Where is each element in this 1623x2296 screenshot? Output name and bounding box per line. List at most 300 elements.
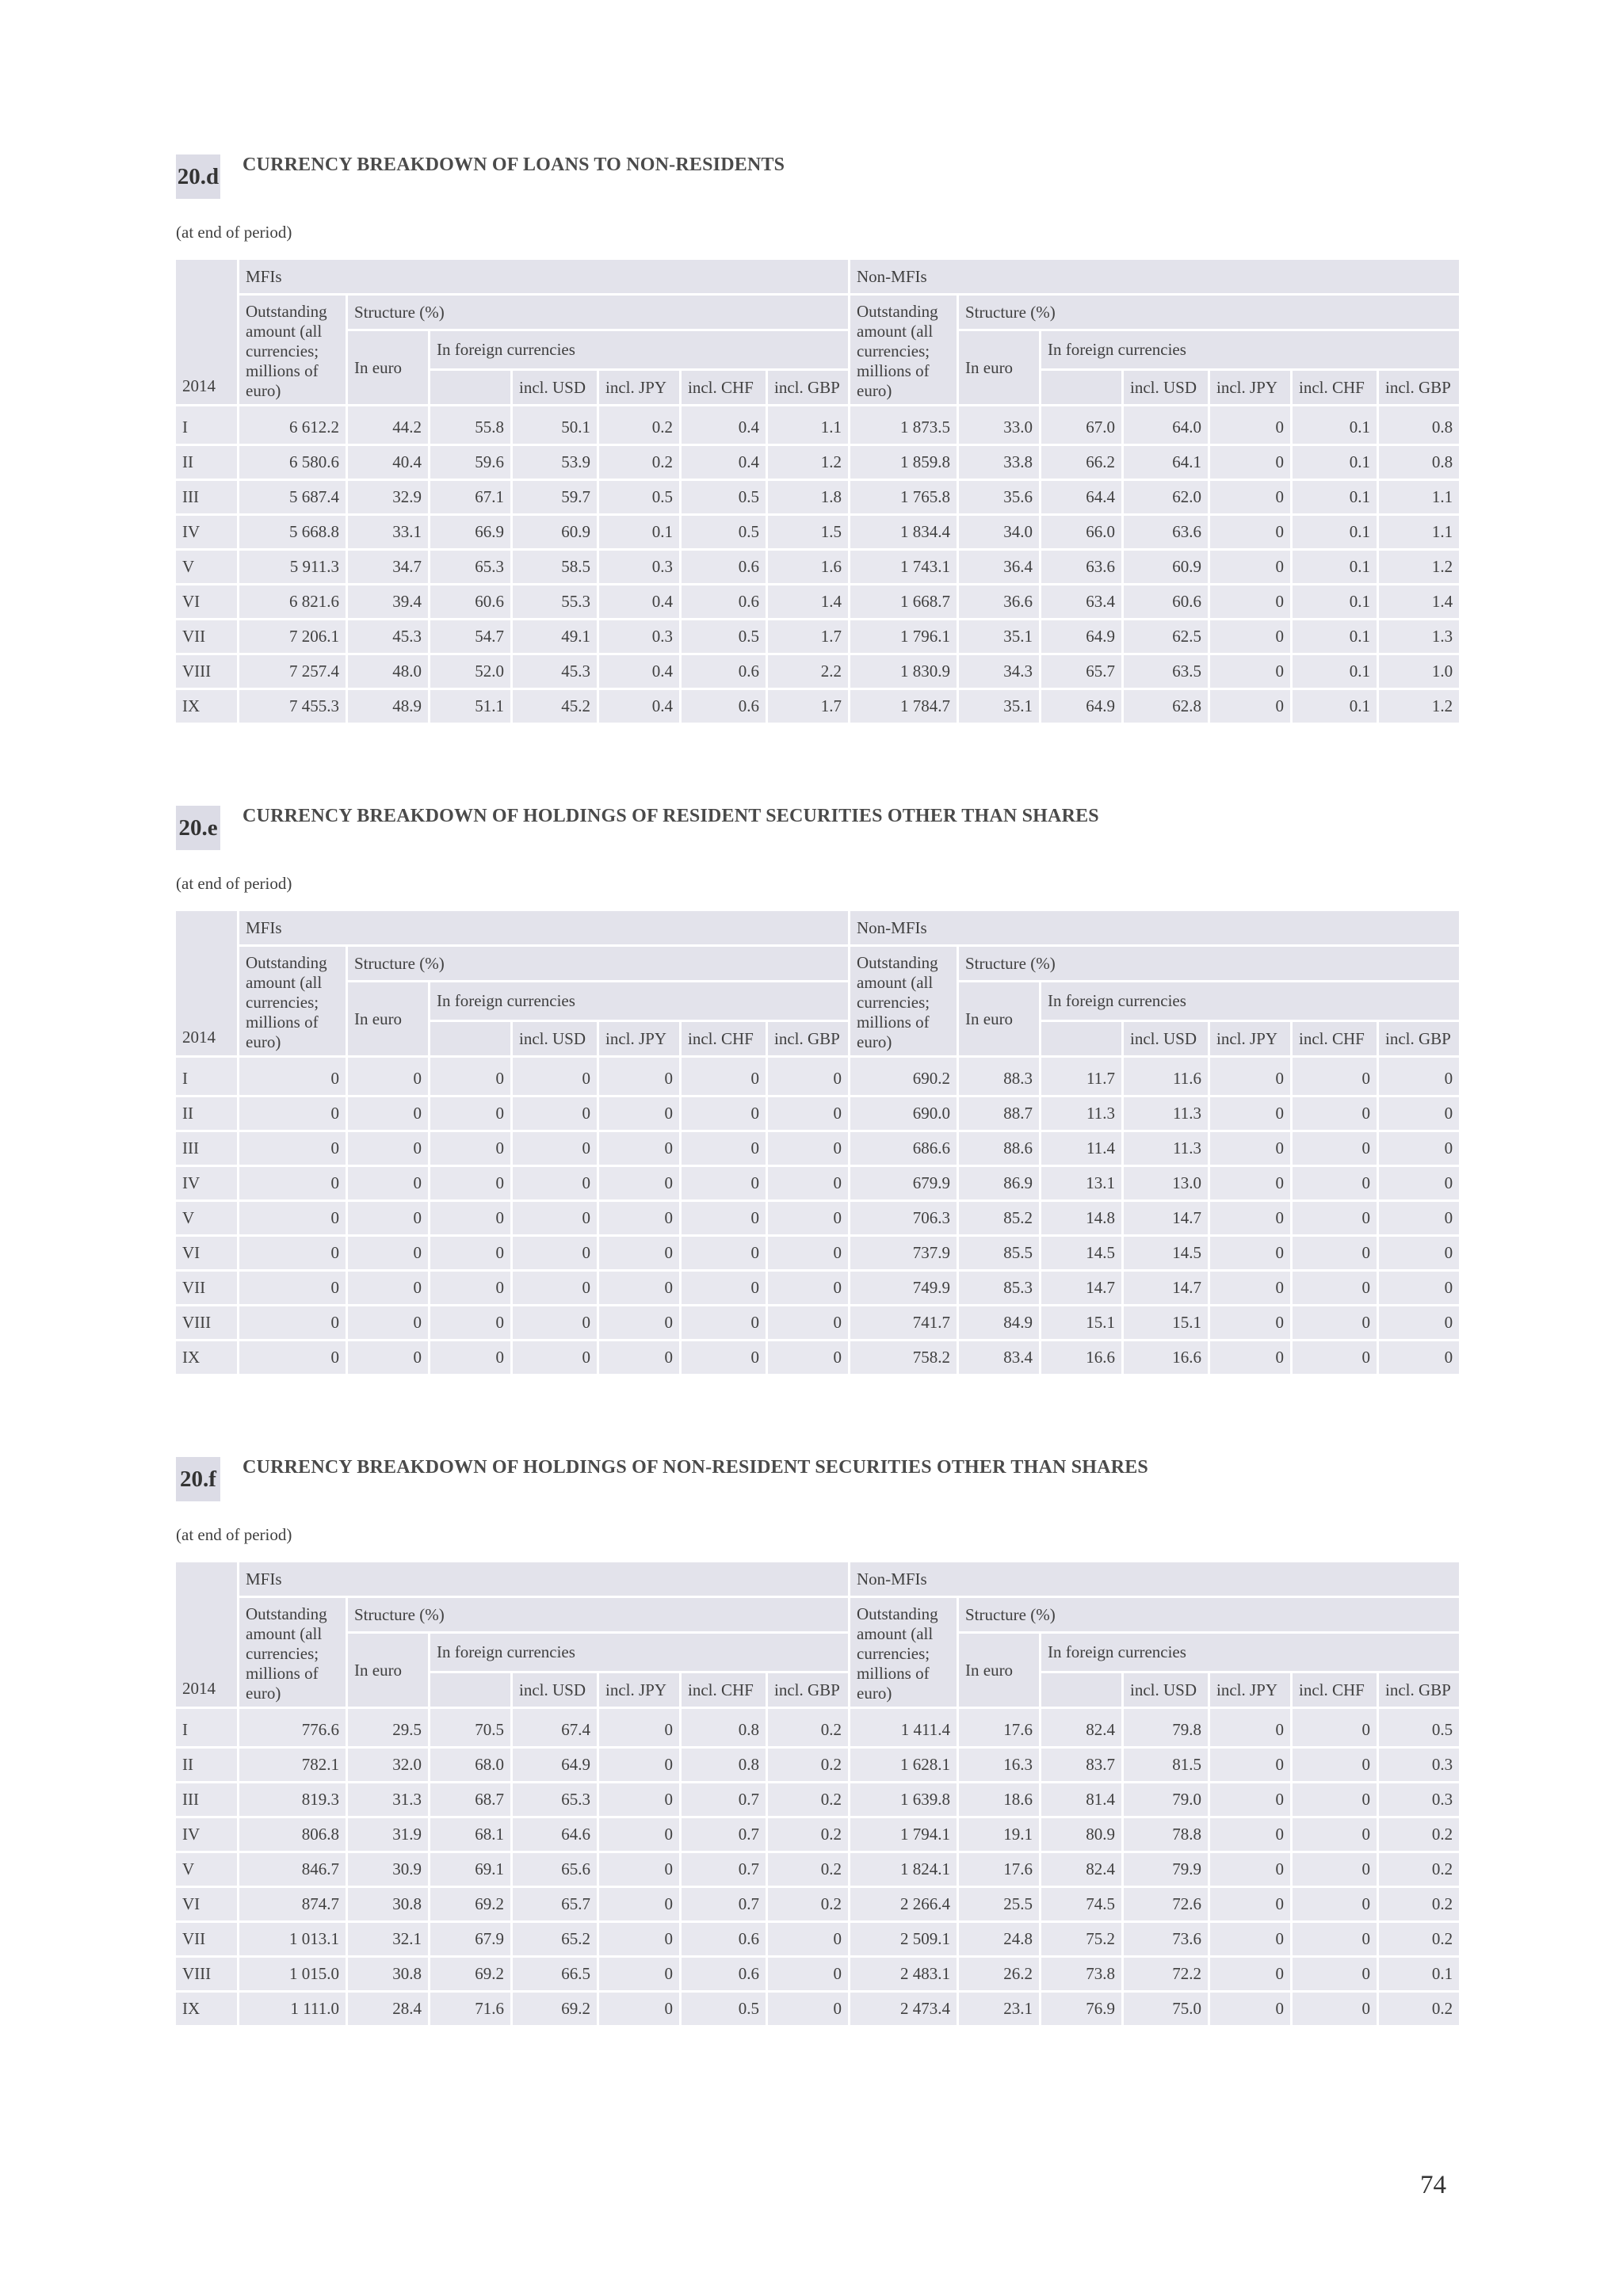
table-cell: 0 [239,1202,346,1234]
table-cell: 64.9 [1041,620,1121,653]
table-cell: 741.7 [850,1306,957,1339]
table-cell: 0.1 [1293,620,1377,653]
in-euro-header: In euro [959,1634,1039,1707]
table-cell: 1 639.8 [850,1783,957,1816]
table-cell: 63.6 [1124,516,1208,548]
usd-header: incl. USD [513,371,597,404]
table-cell: 0 [1293,1888,1377,1920]
table-cell: 0 [682,1341,766,1374]
table-cell: 0.2 [768,1783,848,1816]
table-cell: 1.7 [768,690,848,723]
table-cell: 36.4 [959,551,1039,583]
year-header: 2014 [176,260,237,404]
table-cell: 68.7 [430,1783,510,1816]
table-cell: 67.9 [430,1923,510,1955]
table-cell: 65.6 [513,1853,597,1886]
table-cell: 40.4 [348,446,428,479]
structure-header: Structure (%) [959,1598,1459,1631]
period-label: VII [176,1923,237,1955]
page-number: 74 [1420,2171,1446,2199]
table-cell: 690.2 [850,1058,957,1095]
table-cell: 1.5 [768,516,848,548]
table-cell: 1 830.9 [850,655,957,688]
table-cell: 0.6 [682,655,766,688]
table-cell: 70.5 [430,1709,510,1746]
table-cell: 0 [682,1237,766,1269]
table-row [176,1097,1459,1130]
table-cell: 6 821.6 [239,585,346,618]
period-note: (at end of period) [176,1525,292,1544]
table-cell: 0.8 [682,1709,766,1746]
table-cell: 66.9 [430,516,510,548]
table-cell: 55.3 [513,585,597,618]
table-row [176,585,1459,618]
period-label: IX [176,690,237,723]
period-label: VI [176,585,237,618]
table-cell: 0.2 [1379,1853,1459,1886]
in-euro-header: In euro [959,982,1039,1055]
table-cell: 0.5 [1379,1709,1459,1746]
table-cell: 0 [1210,1993,1290,2025]
jpy-header: incl. JPY [1210,371,1290,404]
mfis-header: MFIs [239,1562,848,1596]
table-cell: 0 [768,1958,848,1990]
table-cell: 0 [513,1058,597,1095]
period-label: V [176,551,237,583]
table-cell: 0.1 [1293,655,1377,688]
period-label: III [176,1132,237,1165]
table-cell: 0 [513,1202,597,1234]
table-cell: 0 [682,1272,766,1304]
table-row [176,481,1459,513]
gbp-header: incl. GBP [768,371,848,404]
table-cell: 0 [599,1709,679,1746]
table-cell: 0 [682,1202,766,1234]
table-cell: 0.2 [599,446,679,479]
table-cell: 60.6 [430,585,510,618]
table-cell: 0 [239,1306,346,1339]
table-cell: 0 [1293,1783,1377,1816]
table-cell: 0.2 [768,1749,848,1781]
period-label: IV [176,1167,237,1199]
table-row [176,1341,1459,1374]
foreign-total-subheader [1041,371,1121,404]
table-cell: 0 [348,1237,428,1269]
table-cell: 78.8 [1124,1818,1208,1851]
chf-header: incl. CHF [682,1673,766,1707]
table-cell: 34.7 [348,551,428,583]
table-cell: 1.2 [1379,690,1459,723]
table-cell: 35.1 [959,690,1039,723]
table-cell: 0 [1210,1709,1290,1746]
period-label: I [176,406,237,444]
table-cell: 0 [768,1306,848,1339]
table-row [176,690,1459,723]
table-cell: 33.1 [348,516,428,548]
table-cell: 28.4 [348,1993,428,2025]
outstanding-amount-header: Outstanding amount (all currencies; millions of euro) [239,296,346,404]
table-cell: 0 [513,1167,597,1199]
table-cell: 1.1 [1379,481,1459,513]
table-cell: 1.3 [1379,620,1459,653]
structure-header: Structure (%) [959,947,1459,980]
table-cell: 0 [513,1341,597,1374]
table-cell: 0 [1210,1853,1290,1886]
section-number: 20.d [176,154,220,199]
table-cell: 0 [599,1237,679,1269]
table-cell: 0 [430,1306,510,1339]
table-cell: 64.0 [1124,406,1208,444]
table-cell: 0.1 [1293,585,1377,618]
table-cell: 1.8 [768,481,848,513]
table-cell: 0 [1293,1306,1377,1339]
outstanding-amount-header: Outstanding amount (all currencies; millions of euro) [850,296,957,404]
table-cell: 874.7 [239,1888,346,1920]
period-label: III [176,481,237,513]
table-cell: 67.4 [513,1709,597,1746]
table-cell: 15.1 [1041,1306,1121,1339]
period-label: VII [176,1272,237,1304]
gbp-header: incl. GBP [1379,1673,1459,1707]
table-cell: 83.7 [1041,1749,1121,1781]
table-cell: 0 [513,1272,597,1304]
table-cell: 0 [1210,690,1290,723]
table-cell: 0 [599,1888,679,1920]
table-cell: 16.6 [1041,1341,1121,1374]
table-cell: 49.1 [513,620,597,653]
table-cell: 776.6 [239,1709,346,1746]
table-cell: 14.8 [1041,1202,1121,1234]
table-row [176,406,1459,444]
table-cell: 30.8 [348,1888,428,1920]
table-cell: 1.2 [1379,551,1459,583]
table-cell: 0 [239,1132,346,1165]
table-row [176,1272,1459,1304]
outstanding-amount-header: Outstanding amount (all currencies; millions of euro) [850,947,957,1055]
table-row [176,1993,1459,2025]
table-cell: 44.2 [348,406,428,444]
table-cell: 18.6 [959,1783,1039,1816]
in-foreign-currencies-header: In foreign currencies [430,1634,848,1671]
table-cell: 0.6 [682,690,766,723]
table-cell: 0 [1293,1818,1377,1851]
table-cell: 0 [682,1306,766,1339]
in-foreign-currencies-header: In foreign currencies [1041,982,1459,1020]
table-cell: 85.2 [959,1202,1039,1234]
table-cell: 0 [1210,1958,1290,1990]
table-cell: 0.2 [599,406,679,444]
table-cell: 76.9 [1041,1993,1121,2025]
table-cell: 0.2 [1379,1923,1459,1955]
table-cell: 14.7 [1041,1272,1121,1304]
table-cell: 0 [1293,1202,1377,1234]
table-cell: 55.8 [430,406,510,444]
table-cell: 62.0 [1124,481,1208,513]
table-cell: 0 [1293,1853,1377,1886]
table-cell: 0 [1379,1272,1459,1304]
table-cell: 7 257.4 [239,655,346,688]
table-cell: 60.6 [1124,585,1208,618]
table-cell: 0 [430,1132,510,1165]
table-cell: 0 [599,1853,679,1886]
table-cell: 2.2 [768,655,848,688]
table-cell: 0 [348,1272,428,1304]
table-cell: 1.1 [1379,516,1459,548]
table-cell: 0 [1210,1749,1290,1781]
table-cell: 0 [348,1306,428,1339]
table-cell: 86.9 [959,1167,1039,1199]
table-row [176,446,1459,479]
table-cell: 0.5 [682,620,766,653]
table-cell: 0 [430,1237,510,1269]
period-label: V [176,1853,237,1886]
period-label: VII [176,620,237,653]
table-cell: 0 [599,1783,679,1816]
table-cell: 5 687.4 [239,481,346,513]
table-cell: 30.8 [348,1958,428,1990]
table-cell: 0.4 [599,690,679,723]
table-cell: 32.0 [348,1749,428,1781]
table-cell: 679.9 [850,1167,957,1199]
table-cell: 67.0 [1041,406,1121,444]
table-cell: 51.1 [430,690,510,723]
table-cell: 1.4 [768,585,848,618]
table-cell: 806.8 [239,1818,346,1851]
table-cell: 1 628.1 [850,1749,957,1781]
table-cell: 0 [1210,620,1290,653]
table-cell: 33.0 [959,406,1039,444]
table-row [176,655,1459,688]
table-cell: 0 [768,1923,848,1955]
table-row [176,1058,1459,1095]
period-label: III [176,1783,237,1816]
period-label: VIII [176,1306,237,1339]
table-cell: 0.5 [682,516,766,548]
period-label: II [176,446,237,479]
table-row [176,516,1459,548]
table-cell: 0 [682,1058,766,1095]
table-section [176,1457,1453,2027]
table-cell: 1 873.5 [850,406,957,444]
jpy-header: incl. JPY [599,1673,679,1707]
table-cell: 1.6 [768,551,848,583]
table-cell: 0.1 [1293,446,1377,479]
table-cell: 45.3 [513,655,597,688]
table-cell: 5 911.3 [239,551,346,583]
table-cell: 0.4 [682,446,766,479]
table-cell: 36.6 [959,585,1039,618]
table-cell: 0.8 [682,1749,766,1781]
table-cell: 34.0 [959,516,1039,548]
table-row [176,1888,1459,1920]
table-cell: 88.6 [959,1132,1039,1165]
table-cell: 0.2 [768,1818,848,1851]
table-cell: 0 [599,1132,679,1165]
in-euro-header: In euro [348,1634,428,1707]
table-cell: 64.4 [1041,481,1121,513]
table-cell: 0 [513,1237,597,1269]
table-cell: 30.9 [348,1853,428,1886]
table-cell: 73.6 [1124,1923,1208,1955]
table-cell: 14.7 [1124,1272,1208,1304]
table-cell: 0 [1210,1818,1290,1851]
table-cell: 0 [239,1237,346,1269]
table-cell: 1 859.8 [850,446,957,479]
table-section [176,154,1453,725]
table-cell: 6 612.2 [239,406,346,444]
table-cell: 0 [682,1167,766,1199]
table-cell: 0 [348,1341,428,1374]
table-cell: 5 668.8 [239,516,346,548]
table-cell: 0.6 [682,585,766,618]
table-cell: 0 [430,1202,510,1234]
table-cell: 1 796.1 [850,620,957,653]
period-label: VI [176,1888,237,1920]
table-cell: 0 [599,1167,679,1199]
table-cell: 0 [599,1818,679,1851]
table-cell: 0 [513,1097,597,1130]
table-cell: 63.5 [1124,655,1208,688]
table-cell: 32.1 [348,1923,428,1955]
table-cell: 11.4 [1041,1132,1121,1165]
currency-breakdown-table [174,1560,1461,2027]
table-cell: 737.9 [850,1237,957,1269]
outstanding-amount-header: Outstanding amount (all currencies; millions of euro) [850,1598,957,1707]
table-cell: 0 [1379,1306,1459,1339]
period-label: I [176,1058,237,1095]
chf-header: incl. CHF [1293,1022,1377,1055]
gbp-header: incl. GBP [768,1673,848,1707]
table-cell: 0 [239,1341,346,1374]
table-cell: 65.7 [1041,655,1121,688]
non-mfis-header: Non-MFIs [850,260,1459,293]
table-cell: 14.7 [1124,1202,1208,1234]
table-cell: 819.3 [239,1783,346,1816]
table-cell: 0 [682,1097,766,1130]
table-cell: 33.8 [959,446,1039,479]
table-cell: 0 [599,1749,679,1781]
table-cell: 1.0 [1379,655,1459,688]
table-cell: 29.5 [348,1709,428,1746]
foreign-total-subheader [430,1022,510,1055]
table-cell: 1.7 [768,620,848,653]
table-cell: 0 [1379,1167,1459,1199]
table-cell: 0 [1210,1132,1290,1165]
table-cell: 1 824.1 [850,1853,957,1886]
in-euro-header: In euro [348,331,428,404]
table-cell: 60.9 [1124,551,1208,583]
table-cell: 59.6 [430,446,510,479]
table-cell: 1.1 [768,406,848,444]
foreign-total-subheader [1041,1673,1121,1707]
table-cell: 0 [1210,1097,1290,1130]
table-cell: 88.3 [959,1058,1039,1095]
table-cell: 45.2 [513,690,597,723]
in-foreign-currencies-header: In foreign currencies [1041,331,1459,368]
table-cell: 25.5 [959,1888,1039,1920]
table-cell: 0.1 [1293,551,1377,583]
table-cell: 80.9 [1041,1818,1121,1851]
table-cell: 79.0 [1124,1783,1208,1816]
table-cell: 26.2 [959,1958,1039,1990]
table-cell: 66.5 [513,1958,597,1990]
table-cell: 39.4 [348,585,428,618]
table-cell: 0.7 [682,1818,766,1851]
table-cell: 0.4 [599,585,679,618]
table-cell: 0.5 [599,481,679,513]
table-cell: 0.5 [682,481,766,513]
table-cell: 66.0 [1041,516,1121,548]
table-cell: 6 580.6 [239,446,346,479]
table-row [176,1132,1459,1165]
chf-header: incl. CHF [682,1022,766,1055]
table-cell: 72.6 [1124,1888,1208,1920]
table-row [176,1202,1459,1234]
table-cell: 52.0 [430,655,510,688]
table-cell: 0 [348,1202,428,1234]
table-cell: 69.2 [513,1993,597,2025]
period-label: IX [176,1993,237,2025]
table-cell: 1 411.4 [850,1709,957,1746]
table-cell: 0.1 [1379,1958,1459,1990]
table-section [176,806,1453,1376]
table-cell: 0.7 [682,1888,766,1920]
table-cell: 73.8 [1041,1958,1121,1990]
table-cell: 48.0 [348,655,428,688]
table-cell: 62.8 [1124,690,1208,723]
table-cell: 0.5 [682,1993,766,2025]
table-cell: 11.6 [1124,1058,1208,1095]
table-cell: 79.8 [1124,1709,1208,1746]
table-cell: 0.2 [768,1853,848,1886]
table-cell: 0.1 [1293,481,1377,513]
table-cell: 0.6 [682,551,766,583]
table-cell: 14.5 [1124,1237,1208,1269]
table-cell: 1 794.1 [850,1818,957,1851]
table-cell: 35.6 [959,481,1039,513]
table-cell: 72.2 [1124,1958,1208,1990]
table-row [176,1306,1459,1339]
mfis-header: MFIs [239,911,848,944]
table-cell: 0 [1210,1167,1290,1199]
table-cell: 0.1 [1293,516,1377,548]
table-cell: 1 111.0 [239,1993,346,2025]
currency-breakdown-table [174,909,1461,1376]
chf-header: incl. CHF [1293,1673,1377,1707]
table-cell: 31.3 [348,1783,428,1816]
table-cell: 0 [599,1993,679,2025]
table-cell: 0.4 [682,406,766,444]
table-cell: 83.4 [959,1341,1039,1374]
table-cell: 0 [1210,1306,1290,1339]
table-cell: 69.2 [430,1958,510,1990]
foreign-total-subheader [1041,1022,1121,1055]
table-cell: 0 [599,1341,679,1374]
table-cell: 0.3 [599,551,679,583]
table-cell: 64.6 [513,1818,597,1851]
period-label: VI [176,1237,237,1269]
table-cell: 13.1 [1041,1167,1121,1199]
table-cell: 11.3 [1124,1132,1208,1165]
table-cell: 686.6 [850,1132,957,1165]
table-cell: 24.8 [959,1923,1039,1955]
table-cell: 0 [348,1167,428,1199]
in-foreign-currencies-header: In foreign currencies [430,982,848,1020]
table-cell: 1 784.7 [850,690,957,723]
table-cell: 34.3 [959,655,1039,688]
jpy-header: incl. JPY [599,371,679,404]
period-label: II [176,1097,237,1130]
